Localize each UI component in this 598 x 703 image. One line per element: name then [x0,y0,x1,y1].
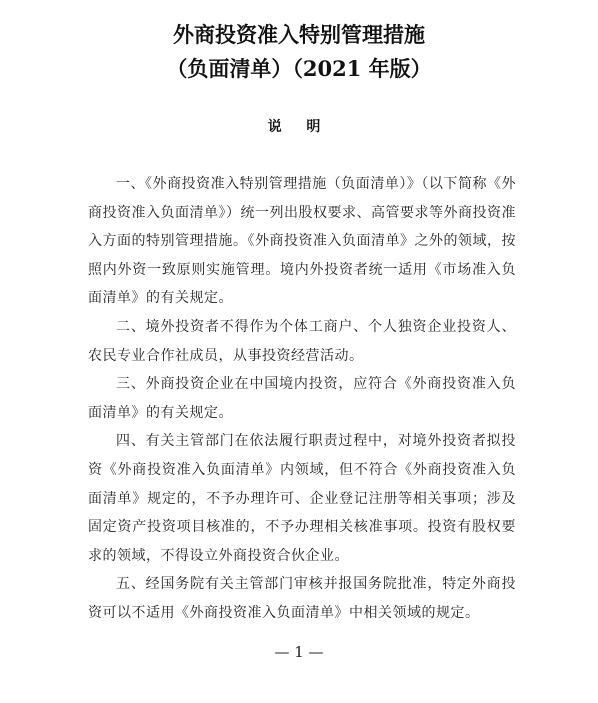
document-subtitle: （负面清单）（2021 年版） [166,56,432,81]
paragraph-1: 一、《外商投资准入特别管理措施（负面清单）》（以下简称《外商投资准入负面清单》）统一列出股权要求、高管要求等外商投资准入方面的特别管理措施。《外商投资准入负面清单》之外的领域，按照内外资一致原则实施管理。境内外投资者统一适用《市场准入负面清单》的有关规定。 [88,176,516,307]
paragraph-2: 二、境外投资者不得作为个体工商户、个人独资企业投资人、农民专业合作社成员，从事投资经营活动。 [88,318,516,364]
document-body [88,170,516,628]
paragraph-5: 五、经国务院有关主管部门审核并报国务院批准，特定外商投资可以不适用《外商投资准入负面清单》中相关领域的规定。 [88,576,516,621]
document-title: 外商投资准入特别管理措施 [173,22,425,47]
paragraph-4: 四、有关主管部门在依法履行职责过程中，对境外投资者拟投资《外商投资准入负面清单》内领域，但不符合《外商投资准入负面清单》规定的，不予办理许可、企业登记注册等相关事项；涉及固定资产投资项目核准的，不予办理相关核准事项。投资有股权要求的领域，不得设立外商投资合伙企业。 [88,433,516,564]
paragraph-3: 三、外商投资企业在中国境内投资，应符合《外商投资准入负面清单》的有关规定。 [88,376,516,421]
page-number: — 1 — [274,643,324,661]
section-heading: 说 明 [267,119,331,135]
